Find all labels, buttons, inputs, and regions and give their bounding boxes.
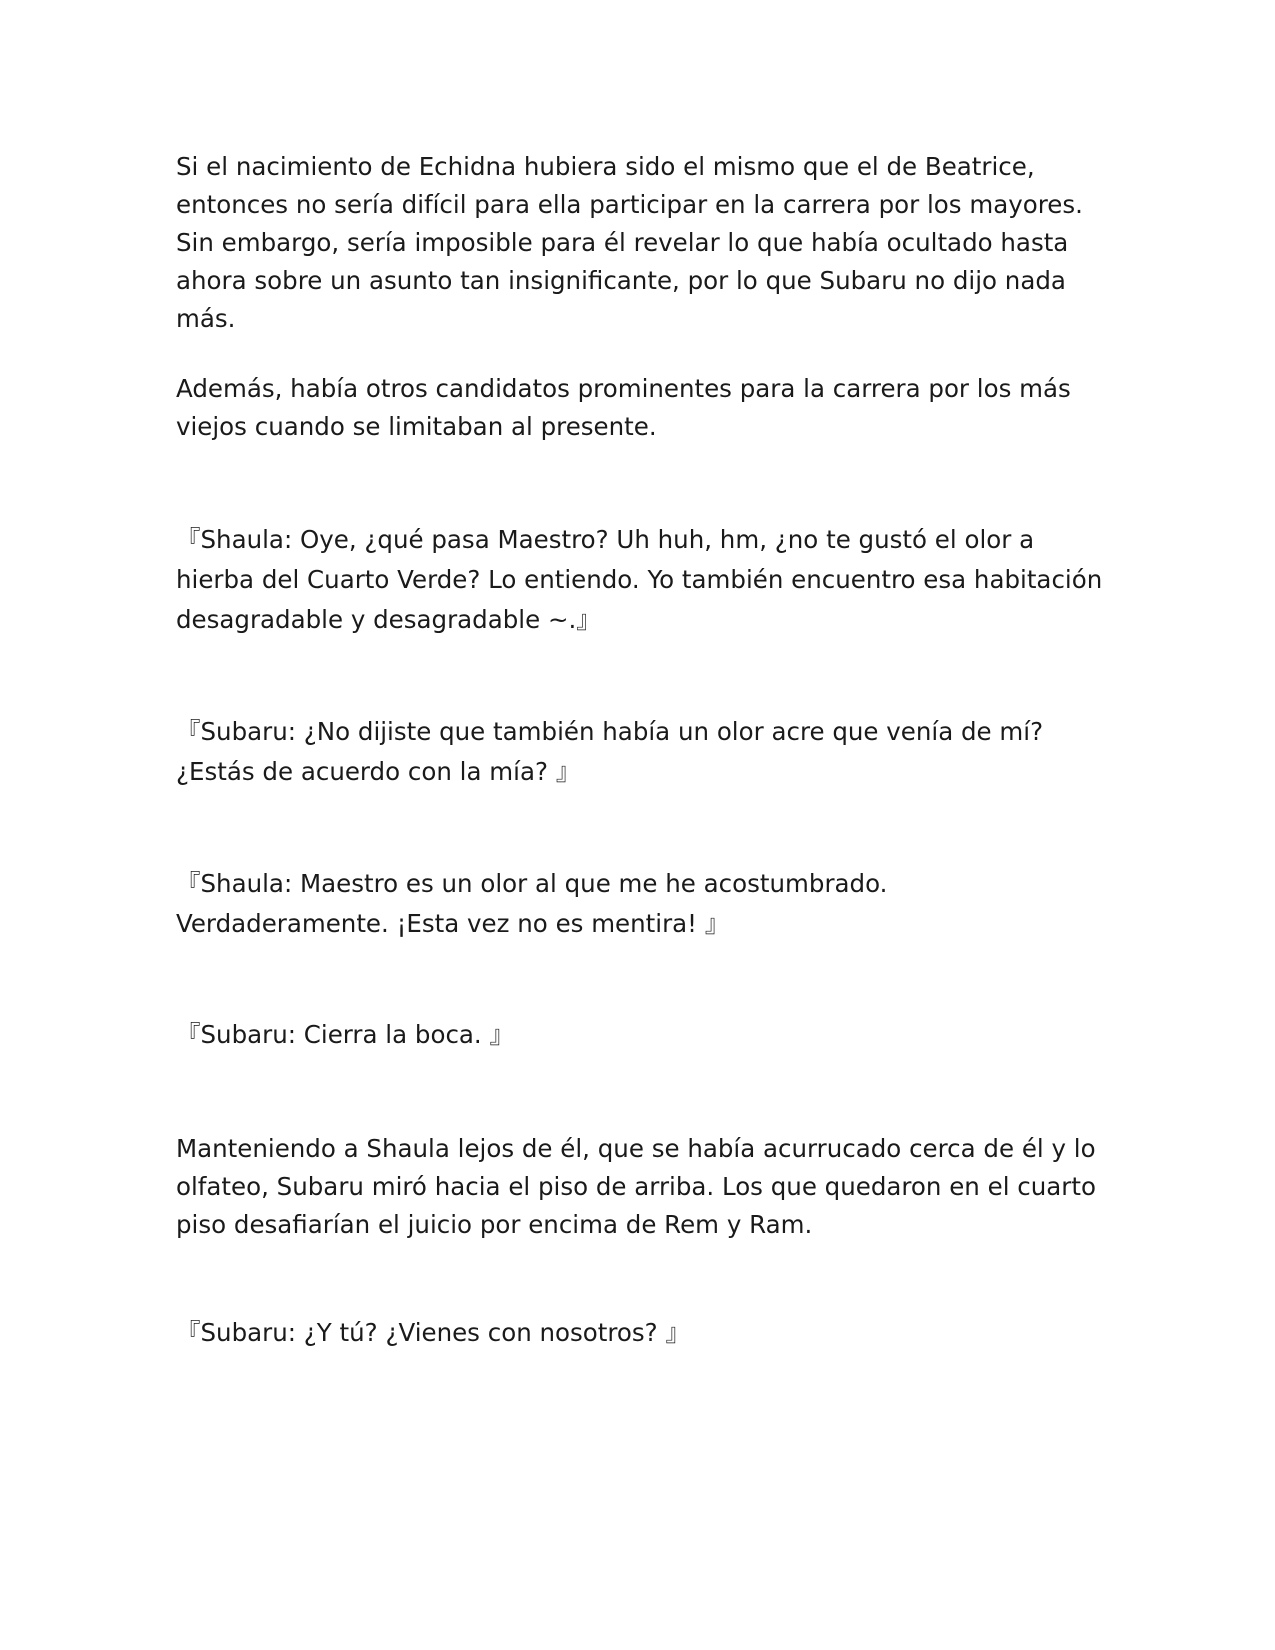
paragraph-narration: Si el nacimiento de Echidna hubiera sido el mismo que el de Beatrice, entonces no sería difícil para ella participar en la carrera por los mayores. Sin embargo, sería imposible para él revelar lo que había ocultado hasta ahora sobre un asunto tan insignificante, por lo que Subaru no dijo nada más.	[176, 152, 1083, 333]
paragraph-dialogue-shaula: 『Shaula: Maestro es un olor al que me he acostumbrado. Verdaderamente. ¡Esta vez no es mentira! 』	[176, 869, 888, 938]
paragraph-dialogue-subaru: 『Subaru: Cierra la boca. 』	[176, 1020, 514, 1049]
paragraph-narration: Manteniendo a Shaula lejos de él, que se había acurrucado cerca de él y lo olfateo, Subaru miró hacia el piso de arriba. Los que quedaron en el cuarto piso desafiarían el juicio por encima de Rem y Ram.	[176, 1134, 1096, 1239]
paragraph-dialogue-shaula: 『Shaula: Oye, ¿qué pasa Maestro? Uh huh, hm, ¿no te gustó el olor a hierba del Cuarto Verde? Lo entiendo. Yo también encuentro esa habitación desagradable y desagradable ~.』	[176, 525, 1103, 634]
paragraph-narration: Además, había otros candidatos prominentes para la carrera por los más viejos cuando se limitaban al presente.	[176, 374, 1071, 441]
paragraph-dialogue-subaru: 『Subaru: ¿No dijiste que también había un olor acre que venía de mí? ¿Estás de acuerdo con la mía? 』	[176, 717, 1044, 786]
paragraph-dialogue-subaru: 『Subaru: ¿Y tú? ¿Vienes con nosotros? 』	[176, 1318, 690, 1347]
